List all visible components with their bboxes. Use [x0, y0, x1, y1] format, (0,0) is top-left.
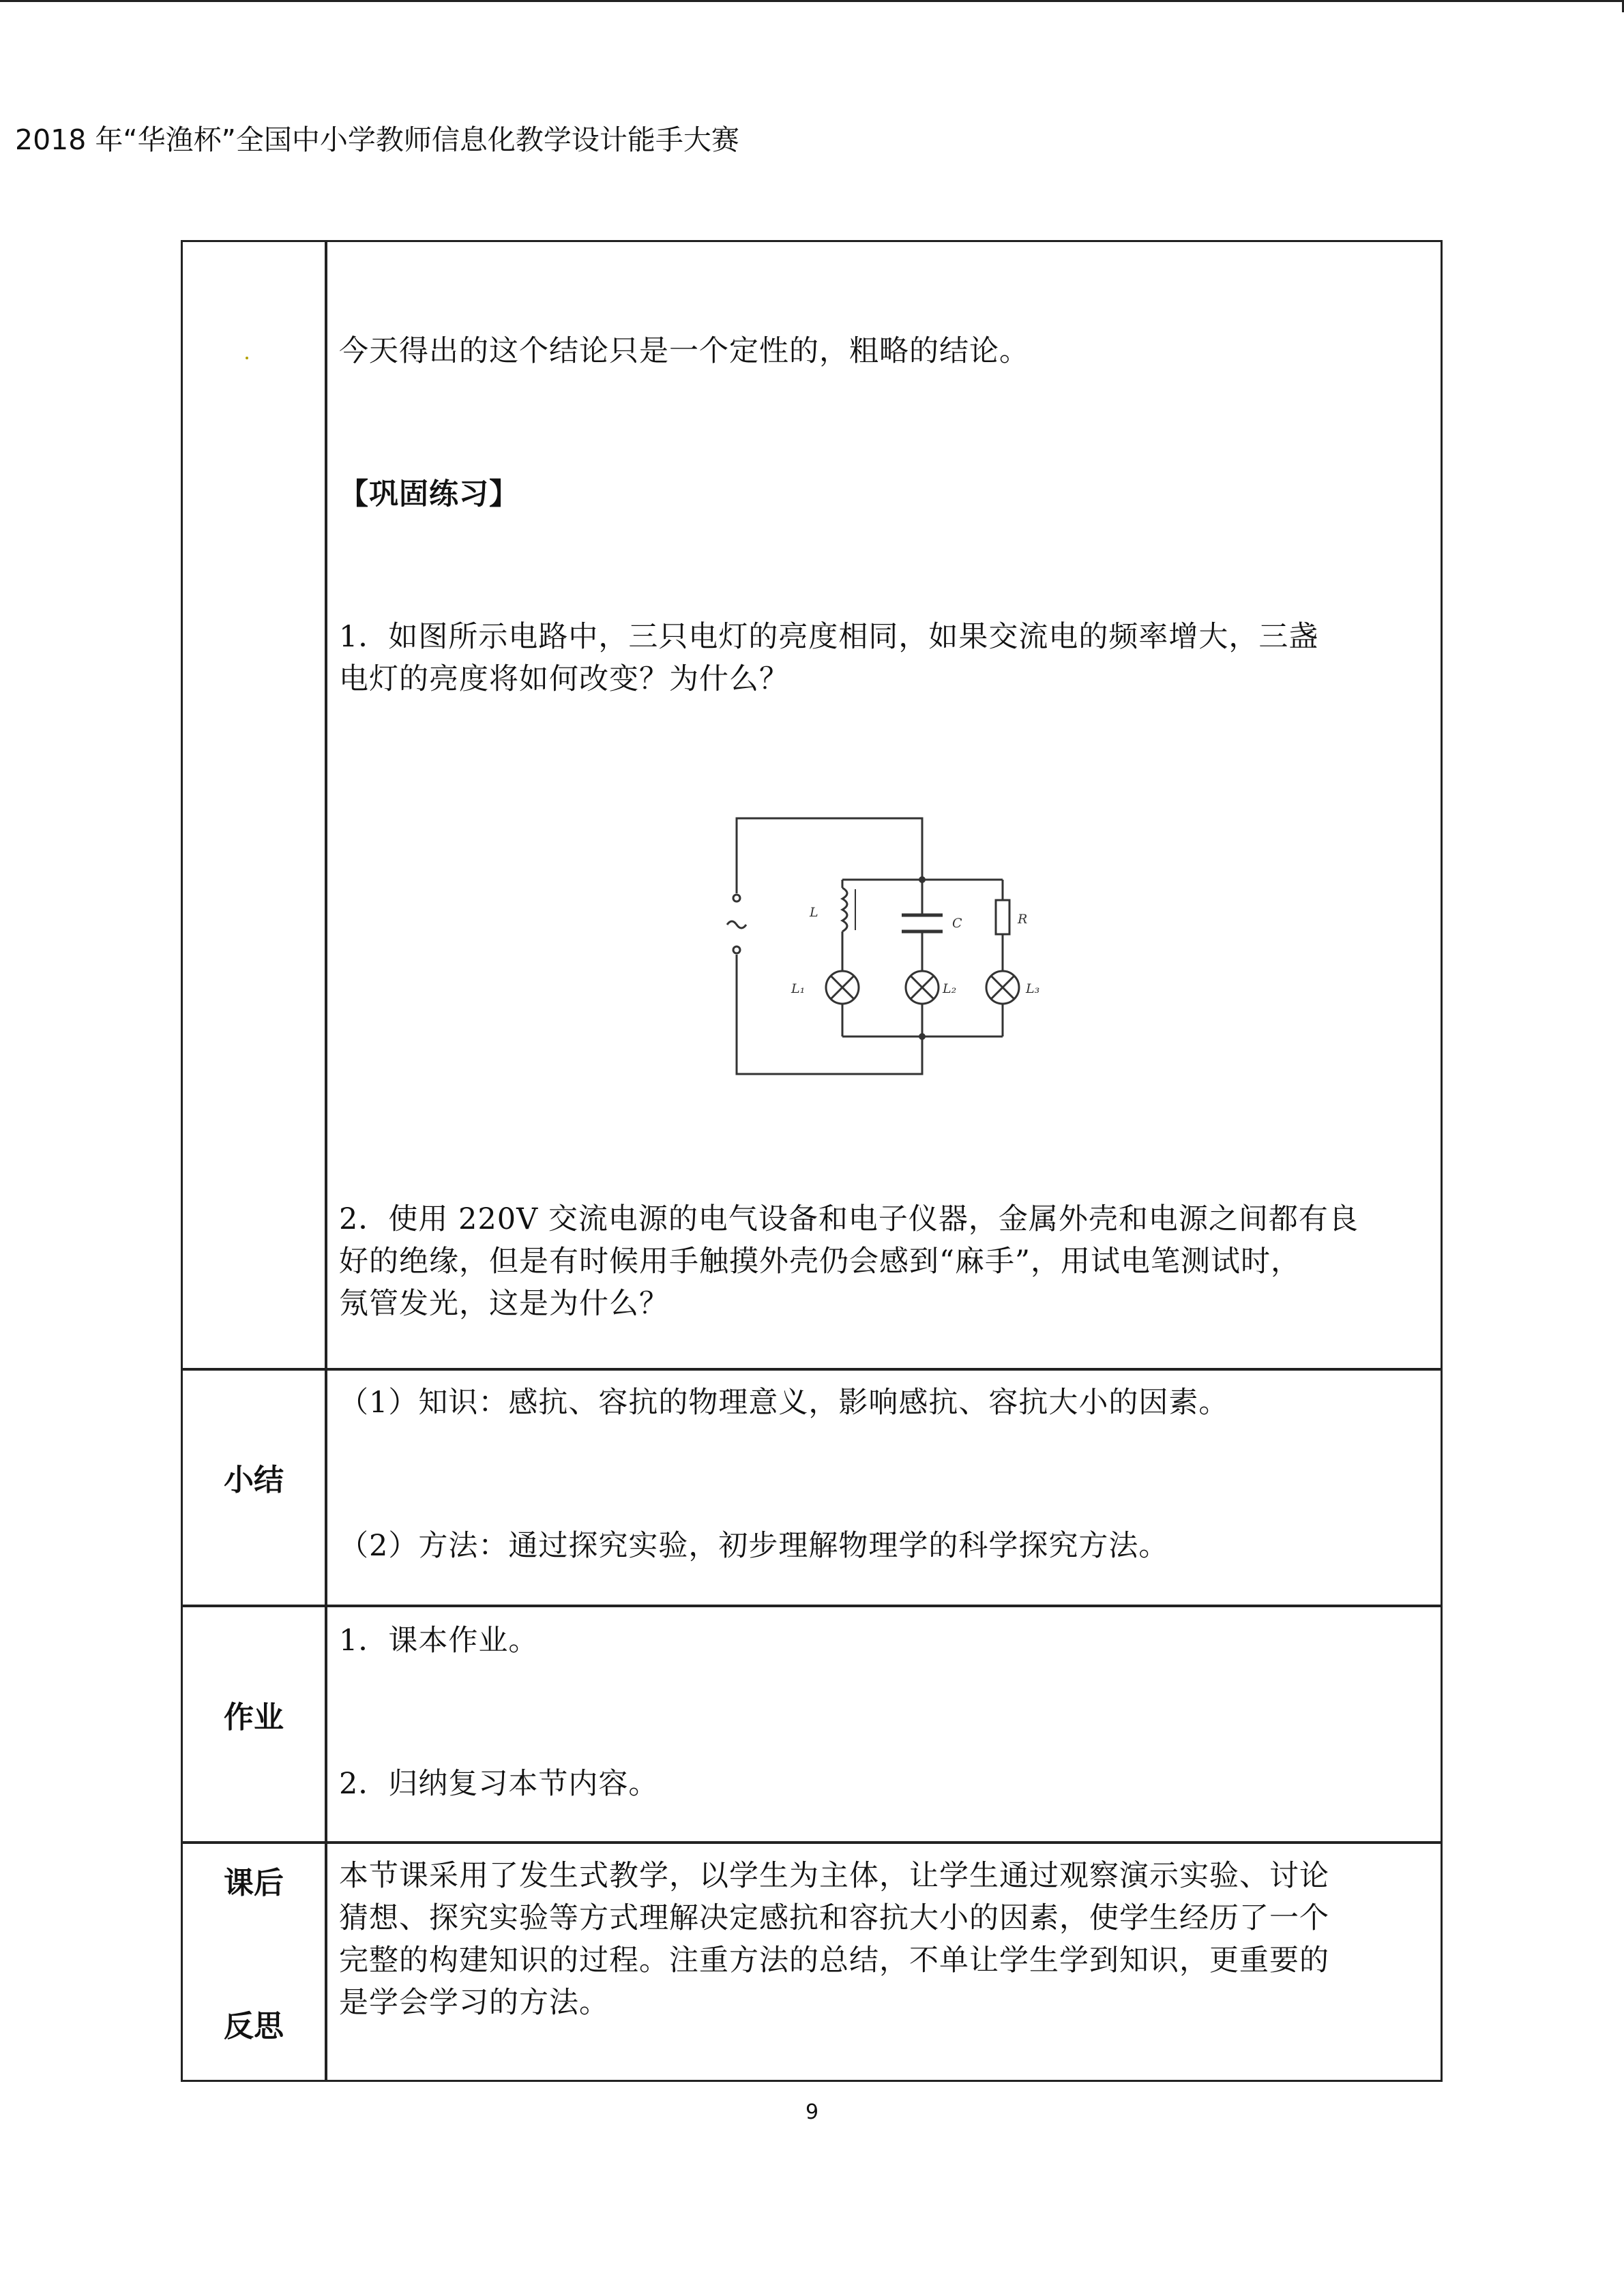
reflection-line-3: 完整的构建知识的过程。注重方法的总结，不单让学生学到知识，更重要的	[339, 1943, 1329, 1978]
stray-mark	[246, 357, 248, 359]
label-lamp2: L₂	[943, 981, 957, 996]
practice-section-title: 【巩固练习】	[339, 477, 519, 511]
source-terminal-top	[733, 895, 740, 901]
reflection-line-2: 猜想、探究实验等方式理解决定感抗和容抗大小的因素，使学生经历了一个	[339, 1901, 1329, 1935]
junction-bottom	[919, 1033, 926, 1040]
question-1	[339, 616, 1423, 700]
page-header-title: 2018 年“华渔杯”全国中小学教师信息化教学设计能手大赛	[15, 123, 739, 156]
source-terminal-bottom	[733, 946, 740, 953]
top-border-line	[0, 0, 1624, 2]
label-lamp3: L₃	[1026, 981, 1040, 996]
ac-source-symbol	[727, 921, 746, 928]
label-resistor: R	[1018, 912, 1028, 927]
question-1-line-2: 电灯的亮度将如何改变？为什么？	[339, 662, 789, 696]
label-lamp1: L₁	[791, 981, 806, 996]
circuit-diagram	[723, 805, 1064, 1091]
homework-label: 作业	[224, 1700, 284, 1735]
page-number: 9	[805, 2100, 819, 2124]
reflection-label-line-1: 课后	[224, 1866, 284, 1900]
label-capacitor: C	[952, 916, 962, 931]
junction-top	[919, 876, 926, 883]
wire-bottom	[737, 955, 922, 1074]
question-2-line-2: 好的绝缘，但是有时候用手触摸外壳仍会感到“麻手”，用试电笔测试时，	[339, 1244, 1301, 1279]
question-1-line-1: 1．如图所示电路中，三只电灯的亮度相同，如果交流电的频率增大，三盏	[339, 620, 1319, 654]
row-divider-homework	[181, 1605, 1443, 1607]
reflection-label-line-2: 反思	[224, 2009, 284, 2044]
reflection-line-4: 是学会学习的方法。	[339, 1986, 609, 2020]
resistor-box	[996, 900, 1009, 934]
conclusion-text: 今天得出的这个结论只是一个定性的，粗略的结论。	[339, 334, 1029, 368]
question-2	[339, 1198, 1423, 1325]
homework-item-1: 1．课本作业。	[339, 1624, 539, 1658]
summary-item-method: （2）方法：通过探究实验，初步理解物理学的科学探究方法。	[339, 1529, 1169, 1563]
lesson-table	[181, 240, 1443, 2082]
summary-item-knowledge: （1）知识：感抗、容抗的物理意义，影响感抗、容抗大小的因素。	[339, 1386, 1229, 1420]
reflection-text	[339, 1855, 1423, 2024]
inductor-coil	[842, 888, 847, 931]
row-divider-reflection	[181, 1841, 1443, 1844]
question-2-line-3: 氖管发光，这是为什么？	[339, 1287, 669, 1321]
homework-item-2: 2．归纳复习本节内容。	[339, 1767, 659, 1801]
wire-top	[737, 818, 922, 893]
reflection-line-1: 本节课采用了发生式教学，以学生为主体，让学生通过观察演示实验、讨论	[339, 1859, 1329, 1893]
table-column-divider	[325, 240, 327, 2082]
summary-label: 小结	[224, 1463, 284, 1497]
row-divider-summary	[181, 1368, 1443, 1371]
question-2-line-1: 2．使用 220V 交流电源的电气设备和电子仪器，金属外壳和电源之间都有良	[339, 1202, 1359, 1236]
label-inductor: L	[810, 905, 818, 920]
